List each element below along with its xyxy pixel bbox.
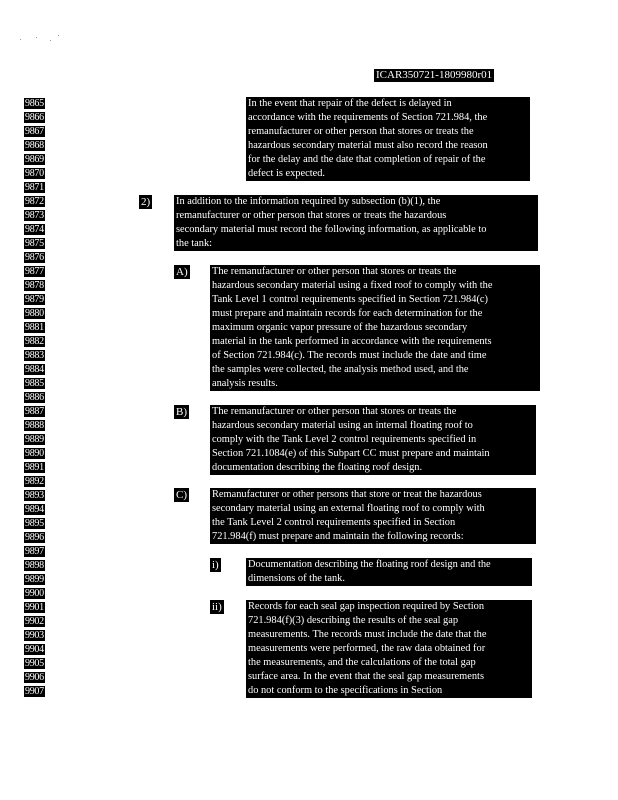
line-number-text: 9901 bbox=[25, 602, 44, 613]
line-number bbox=[24, 265, 50, 279]
text-line: comply with the Tank Level 2 control requirements specified in bbox=[212, 434, 477, 445]
line-number-text: 9889 bbox=[25, 434, 44, 445]
text-line: hazardous secondary material must also record the reason bbox=[248, 140, 488, 151]
line-number-text: 9888 bbox=[25, 420, 44, 431]
continuation-paragraph bbox=[246, 97, 530, 181]
line-number-text: 9890 bbox=[25, 448, 44, 459]
line-number-text: 9880 bbox=[25, 308, 44, 319]
text-line: accordance with the requirements of Section 721.984, the bbox=[248, 112, 488, 123]
line-number bbox=[24, 195, 50, 209]
line-number-text: 9907 bbox=[25, 686, 44, 697]
document-id: ICAR350721-1809980r01 bbox=[376, 69, 493, 81]
line-number-text: 9878 bbox=[25, 280, 44, 291]
line-number bbox=[24, 685, 50, 699]
line-number-text: 9897 bbox=[25, 546, 44, 557]
text-line: the Tank Level 2 control requirements specified in Section bbox=[212, 517, 456, 528]
text-line: remanufacturer or other person that stores or treats the bbox=[248, 126, 474, 137]
line-number-text: 9881 bbox=[25, 322, 44, 333]
text-line: dimensions of the tank. bbox=[248, 573, 345, 584]
line-number bbox=[24, 377, 50, 391]
scan-specks bbox=[18, 35, 68, 45]
line-number-text: 9906 bbox=[25, 672, 44, 683]
line-number bbox=[24, 335, 50, 349]
text-line: hazardous secondary material using a fixed roof to comply with the bbox=[212, 280, 493, 291]
line-number-text: 9896 bbox=[25, 532, 44, 543]
text-line: the tank: bbox=[176, 238, 213, 249]
line-number-text: 9886 bbox=[25, 392, 44, 403]
text-line: hazardous secondary material using an internal floating roof to bbox=[212, 420, 473, 431]
line-number-text: 9883 bbox=[25, 350, 44, 361]
text-line: measurements. The records must include the date that the bbox=[248, 629, 487, 640]
line-number-text: 9899 bbox=[25, 574, 44, 585]
line-number-text: 9895 bbox=[25, 518, 44, 529]
text-line: Tank Level 1 control requirements specified in Section 721.984(c) bbox=[212, 294, 488, 305]
paragraph-text bbox=[210, 405, 536, 475]
item-label-c: C) bbox=[176, 489, 187, 501]
line-number bbox=[24, 293, 50, 307]
text-line: of Section 721.984(c). The records must include the date and time bbox=[212, 350, 487, 361]
line-number-text: 9892 bbox=[25, 476, 44, 487]
text-line: measurements were performed, the raw data obtained for bbox=[248, 643, 486, 654]
text-line: documentation describing the floating roof design. bbox=[212, 462, 423, 473]
line-number-text: 9882 bbox=[25, 336, 44, 347]
line-number bbox=[24, 657, 50, 671]
text-line: must prepare and maintain records for each determination for the bbox=[212, 308, 483, 319]
line-number-text: 9865 bbox=[25, 98, 44, 109]
line-number bbox=[24, 279, 50, 293]
text-line: 721.984(f) must prepare and maintain the following records: bbox=[212, 531, 464, 542]
line-number-text: 9876 bbox=[25, 252, 44, 263]
item-i-paragraph bbox=[246, 558, 532, 586]
line-number bbox=[24, 475, 50, 489]
line-number-text: 9879 bbox=[25, 294, 44, 305]
line-number bbox=[24, 587, 50, 601]
line-number-text: 9872 bbox=[25, 196, 44, 207]
text-line: In addition to the information required by subsection (b)(1), the bbox=[176, 196, 441, 207]
text-line: for the delay and the date that completion of repair of the bbox=[248, 154, 486, 165]
item-label-2: 2) bbox=[141, 196, 151, 208]
line-number bbox=[24, 517, 50, 531]
line-number-text: 9867 bbox=[25, 126, 44, 137]
line-number bbox=[24, 601, 50, 615]
line-number bbox=[24, 531, 50, 545]
line-number bbox=[24, 447, 50, 461]
text-line: the samples were collected, the analysis method used, and the bbox=[212, 364, 469, 375]
line-number-text: 9902 bbox=[25, 616, 44, 627]
text-line: In the event that repair of the defect is delayed in bbox=[248, 98, 452, 109]
line-number bbox=[24, 153, 50, 167]
text-line: 721.984(f)(3) describing the results of the seal gap bbox=[248, 615, 459, 626]
line-number-text: 9884 bbox=[25, 364, 44, 375]
line-number bbox=[24, 349, 50, 363]
line-number bbox=[24, 125, 50, 139]
text-line: do not conform to the specifications in Section bbox=[248, 685, 443, 696]
line-number bbox=[24, 643, 50, 657]
line-number bbox=[24, 139, 50, 153]
line-number-text: 9898 bbox=[25, 560, 44, 571]
line-number-text: 9885 bbox=[25, 378, 44, 389]
line-number bbox=[24, 433, 50, 447]
line-number bbox=[24, 671, 50, 685]
line-number bbox=[24, 419, 50, 433]
text-line: defect is expected. bbox=[248, 168, 326, 179]
text-line: The remanufacturer or other person that stores or treats the bbox=[212, 266, 457, 277]
line-number bbox=[24, 251, 50, 265]
paragraph-text bbox=[210, 265, 540, 391]
text-line: Records for each seal gap inspection required by Section bbox=[248, 601, 485, 612]
text-line: surface area. In the event that the seal gap measurements bbox=[248, 671, 484, 682]
line-number-text: 9874 bbox=[25, 224, 44, 235]
line-number-text: 9887 bbox=[25, 406, 44, 417]
line-number bbox=[24, 559, 50, 573]
line-number bbox=[24, 461, 50, 475]
line-number bbox=[24, 237, 50, 251]
line-number bbox=[24, 307, 50, 321]
line-number-text: 9900 bbox=[25, 588, 44, 599]
line-number-text: 9905 bbox=[25, 658, 44, 669]
line-number bbox=[24, 321, 50, 335]
text-line: secondary material using an external floating roof to comply with bbox=[212, 503, 485, 514]
line-number bbox=[24, 405, 50, 419]
line-number bbox=[24, 545, 50, 559]
text-line: the measurements, and the calculations of the total gap bbox=[248, 657, 476, 668]
line-number-text: 9903 bbox=[25, 630, 44, 641]
line-number bbox=[24, 391, 50, 405]
line-number-text: 9891 bbox=[25, 462, 44, 473]
paragraph-text bbox=[174, 195, 538, 251]
line-number-text: 9868 bbox=[25, 140, 44, 151]
line-number bbox=[24, 573, 50, 587]
line-number-text: 9866 bbox=[25, 112, 44, 123]
text-line: Documentation describing the floating roof design and the bbox=[248, 559, 491, 570]
line-number-column bbox=[24, 97, 50, 699]
line-number-text: 9904 bbox=[25, 644, 44, 655]
line-number-text: 9877 bbox=[25, 266, 44, 277]
line-number bbox=[24, 629, 50, 643]
text-line: maximum organic vapor pressure of the hazardous secondary bbox=[212, 322, 468, 333]
item-2-paragraph bbox=[174, 195, 538, 251]
line-number bbox=[24, 363, 50, 377]
line-number-text: 9870 bbox=[25, 168, 44, 179]
line-number-text: 9875 bbox=[25, 238, 44, 249]
line-number bbox=[24, 167, 50, 181]
line-number bbox=[24, 489, 50, 503]
line-number bbox=[24, 181, 50, 195]
paragraph-text bbox=[210, 488, 536, 544]
item-label-b: B) bbox=[176, 406, 187, 418]
item-b-paragraph bbox=[210, 405, 536, 475]
item-label-ii: ii) bbox=[212, 601, 222, 613]
line-number bbox=[24, 111, 50, 125]
line-number bbox=[24, 209, 50, 223]
text-line: Section 721.1084(e) of this Subpart CC must prepare and maintain bbox=[212, 448, 490, 459]
text-line: remanufacturer or other person that stores or treats the hazardous bbox=[176, 210, 447, 221]
line-number bbox=[24, 615, 50, 629]
line-number-text: 9893 bbox=[25, 490, 44, 501]
text-line: Remanufacturer or other persons that store or treat the hazardous bbox=[212, 489, 482, 500]
text-line: secondary material must record the following information, as applicable to bbox=[176, 224, 487, 235]
paragraph-text bbox=[246, 558, 532, 586]
item-label-a: A) bbox=[176, 266, 188, 278]
paragraph-text bbox=[246, 600, 532, 698]
item-ii-paragraph bbox=[246, 600, 532, 698]
text-line: analysis results. bbox=[212, 378, 278, 389]
line-number-text: 9869 bbox=[25, 154, 44, 165]
paragraph-text bbox=[246, 97, 530, 181]
line-number-text: 9871 bbox=[25, 182, 44, 193]
line-number bbox=[24, 97, 50, 111]
text-line: The remanufacturer or other person that stores or treats the bbox=[212, 406, 457, 417]
line-number-text: 9894 bbox=[25, 504, 44, 515]
item-label-i: i) bbox=[212, 559, 219, 571]
item-a-paragraph bbox=[210, 265, 540, 391]
line-number-text: 9873 bbox=[25, 210, 44, 221]
line-number bbox=[24, 503, 50, 517]
item-c-paragraph bbox=[210, 488, 536, 544]
text-line: material in the tank performed in accordance with the requirements bbox=[212, 336, 492, 347]
line-number bbox=[24, 223, 50, 237]
